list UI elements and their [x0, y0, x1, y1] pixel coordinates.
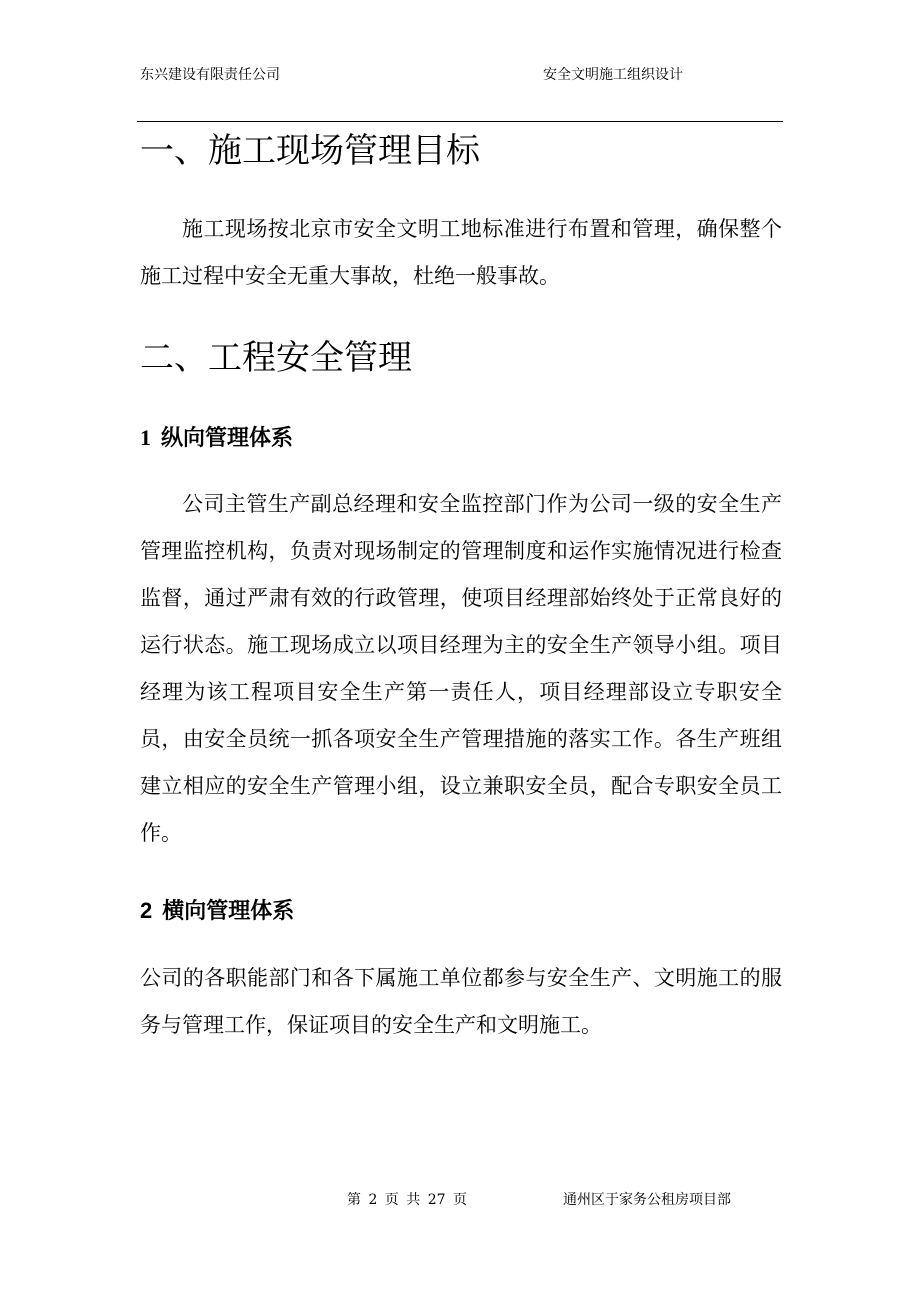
subsection-number: 1 — [140, 425, 151, 450]
header-company: 东兴建设有限责任公司 — [140, 67, 280, 83]
subsection-title: 横向管理体系 — [162, 899, 295, 924]
section-heading-1: 一、施工现场管理目标 — [140, 131, 480, 171]
section-1-paragraph: 施工现场按北京市安全文明工地标准进行布置和管理，确保整个施工过程中安全无重大事故，杜绝一般事故。 — [140, 217, 782, 288]
header-divider — [137, 121, 783, 122]
subsection-heading-1 — [140, 424, 293, 453]
section-heading-2: 二、工程安全管理 — [140, 338, 412, 378]
subsection-number: 2 — [140, 898, 153, 923]
footer-project: 通州区于家务公租房项目部 — [563, 1192, 731, 1208]
subsection-1-paragraph: 公司主管生产副总经理和安全监控部门作为公司一级的安全生产管理监控机构，负责对现场制定的管理制度和运作实施情况进行检查监督，通过严肃有效的行政管理，使项目经理部始终处于正常良好的运行状态。施工现场成立以项目经理为主的安全生产领导小组。项目经理为该工程项目安全生产第一责任人，项目经理部设立专职安全员，由安全员统一抓各项安全生产管理措施的落实工作。各生产班组建立相应的安全生产管理小组，设立兼职安全员，配合专职安全员工作。 — [140, 492, 782, 845]
subsection-2-paragraph: 公司的各职能部门和各下属施工单位都参与安全生产、文明施工的服务与管理工作，保证项目的安全生产和文明施工。 — [140, 966, 782, 1037]
subsection-title: 纵向管理体系 — [161, 426, 294, 451]
footer-page-number: 第 2 页 共 27 页 — [347, 1192, 467, 1208]
header-doc-title: 安全文明施工组织设计 — [543, 67, 683, 83]
subsection-heading-2 — [140, 897, 294, 926]
